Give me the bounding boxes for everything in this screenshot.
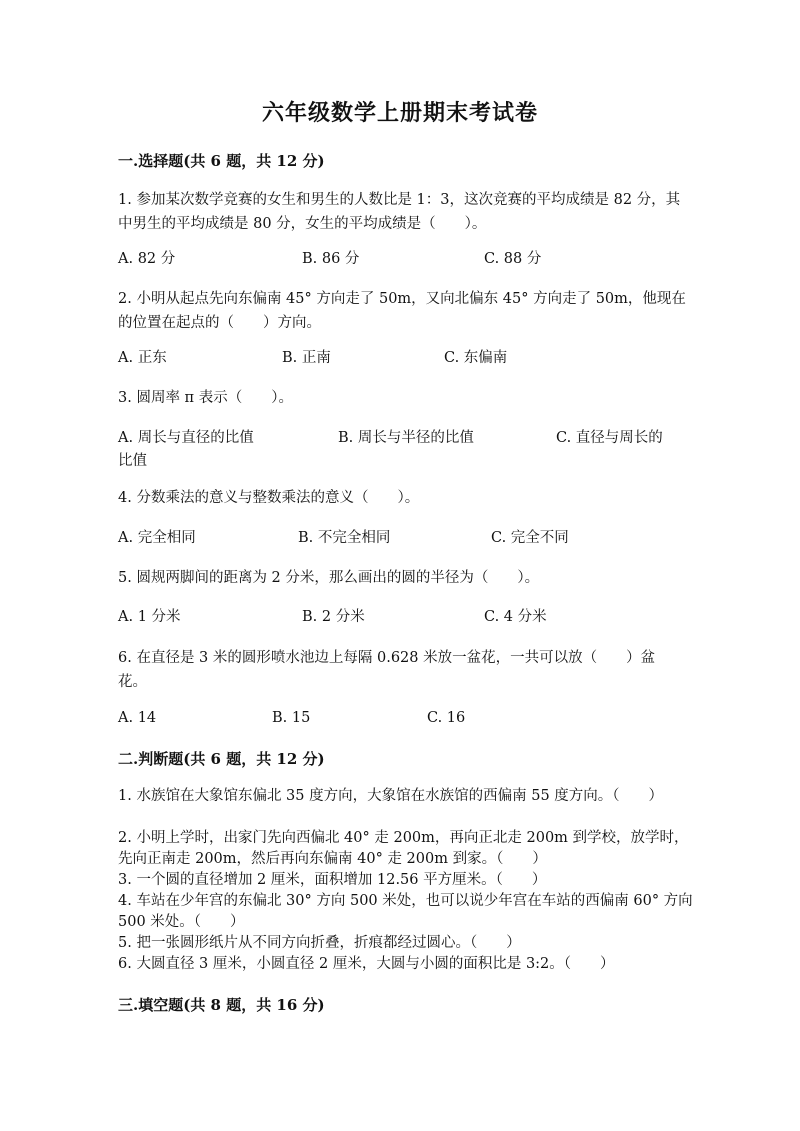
mc-3-option-a: A. 周长与直径的比值	[118, 430, 254, 446]
section-heading-fill-in: 三.填空题(共 8 题，共 16 分)	[118, 996, 325, 1014]
tf-question-4: 4. 车站在少年宫的东偏北 30° 方向 500 米处，也可以说少年宫在车站的西偏南 60° 方向 500 米处。（ ）	[118, 893, 693, 930]
mc-question-4: 4. 分数乘法的意义与整数乘法的意义（ ）。	[118, 490, 420, 506]
tf-question-1: 1. 水族馆在大象馆东偏北 35 度方向，大象馆在水族馆的西偏南 55 度方向。（ ）	[118, 788, 664, 804]
mc-2-option-a: A. 正东	[118, 350, 167, 366]
tf-question-5: 5. 把一张圆形纸片从不同方向折叠，折痕都经过圆心。（ ）	[118, 935, 521, 951]
mc-5-option-b: B. 2 分米	[302, 609, 365, 625]
mc-4-option-c: C. 完全不同	[491, 530, 569, 546]
mc-question-5: 5. 圆规两脚间的距离为 2 分米，那么画出的圆的半径为（ ）。	[118, 570, 540, 586]
mc-6-option-c: C. 16	[427, 710, 466, 726]
mc-6-option-a: A. 14	[118, 710, 157, 726]
mc-question-3: 3. 圆周率 π 表示（ ）。	[118, 390, 293, 406]
tf-question-6: 6. 大圆直径 3 厘米，小圆直径 2 厘米，大圆与小圆的面积比是 3:2。（ ）	[118, 956, 615, 972]
mc-question-2: 2. 小明从起点先向东偏南 45° 方向走了 50m，又向北偏东 45° 方向走了 50m，他现在的位置在起点的（ ）方向。	[118, 291, 686, 331]
mc-5-option-c: C. 4 分米	[484, 609, 547, 625]
section-heading-true-false: 二.判断题(共 6 题，共 12 分)	[118, 750, 325, 768]
mc-3-option-c-continued: 比值	[118, 453, 147, 469]
mc-6-option-b: B. 15	[272, 710, 311, 726]
mc-4-option-a: A. 完全相同	[118, 530, 196, 546]
page-title: 六年级数学上册期末考试卷	[261, 100, 538, 126]
mc-1-option-b: B. 86 分	[302, 251, 360, 267]
section-heading-choice: 一.选择题(共 6 题，共 12 分)	[118, 152, 325, 170]
mc-5-option-a: A. 1 分米	[118, 609, 181, 625]
mc-4-option-b: B. 不完全相同	[298, 530, 391, 546]
mc-question-6: 6. 在直径是 3 米的圆形喷水池边上每隔 0.628 米放一盆花，一共可以放（ ）盆花。	[118, 650, 656, 690]
mc-2-option-b: B. 正南	[282, 350, 331, 366]
mc-1-option-a: A. 82 分	[118, 251, 176, 267]
mc-3-option-b: B. 周长与半径的比值	[338, 430, 474, 446]
mc-2-option-c: C. 东偏南	[444, 350, 508, 366]
mc-question-1: 1. 参加某次数学竞赛的女生和男生的人数比是 1：3，这次竞赛的平均成绩是 82 分，其中男生的平均成绩是 80 分，女生的平均成绩是（ ）。	[118, 192, 681, 232]
mc-3-option-c: C. 直径与周长的	[556, 430, 663, 446]
tf-question-2: 2. 小明上学时，出家门先向西偏北 40° 走 200m，再向正北走 200m 到学校，放学时，先向正南走 200m，然后再向东偏南 40° 走 200m 到家。（ ）	[118, 830, 689, 867]
tf-question-3: 3. 一个圆的直径增加 2 厘米，面积增加 12.56 平方厘米。（ ）	[118, 872, 547, 888]
mc-1-option-c: C. 88 分	[484, 251, 542, 267]
